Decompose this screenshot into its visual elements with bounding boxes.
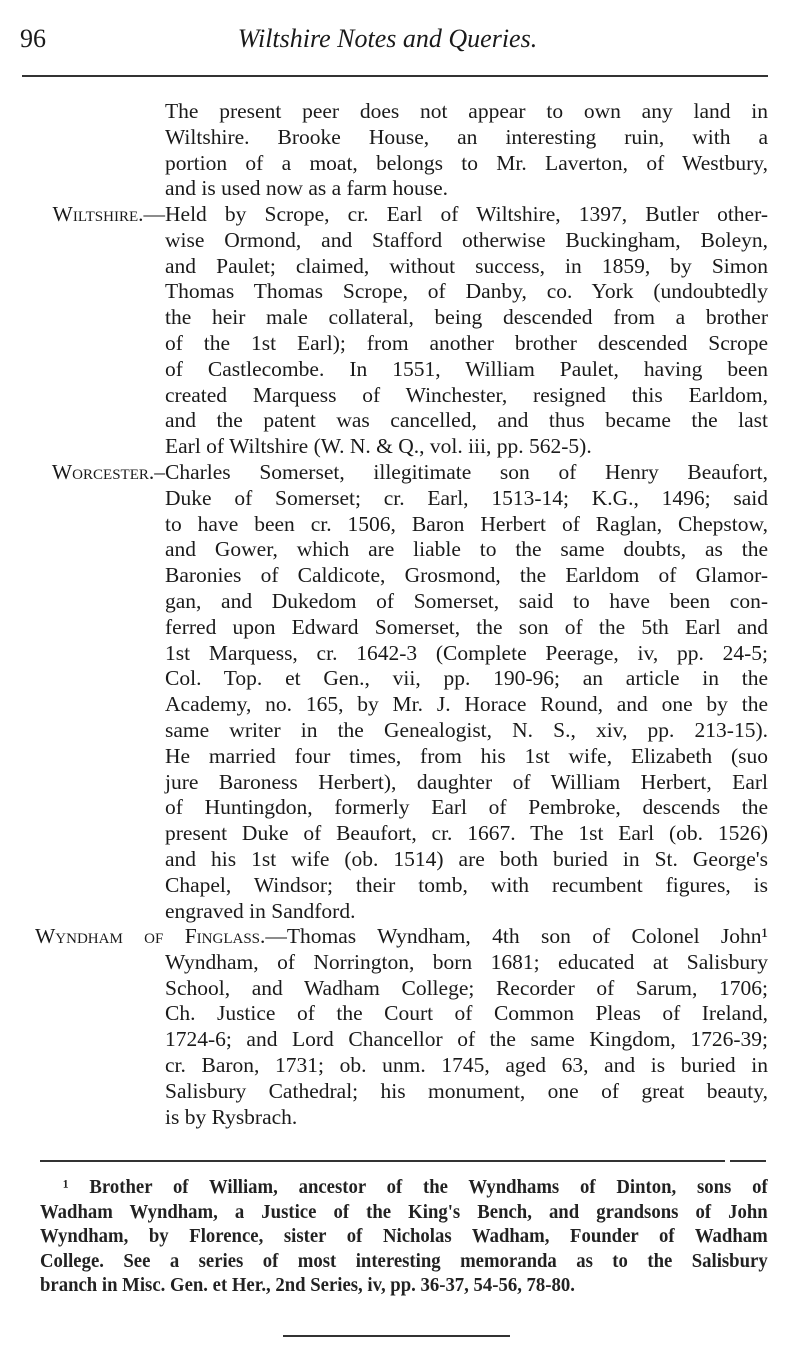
text-line: 1724-6; and Lord Chancellor of the same Kingdom, 1726-39; [165,1027,768,1052]
text-line [35,924,768,950]
text-line: of Huntingdon, formerly Earl of Pembroke, descends the [165,795,768,820]
text-line: to have been cr. 1506, Baron Herbert of Raglan, Chepstow, [165,511,768,536]
running-title: Wiltshire Notes and Queries. [237,24,538,53]
text-line: He married four times, from his 1st wife, Elizabeth (suo [165,743,768,768]
footnote-line: College. See a series of most interesting memoranda as to the Salisbury [40,1250,768,1272]
text-line: ferred upon Edward Somerset, the son of the 5th Earl and [165,614,768,639]
text-line: Academy, no. 165, by Mr. J. Horace Round, and one by the [165,692,768,717]
header-rule [22,75,768,77]
end-rule [283,1335,510,1337]
text-line: and is used now as a farm house. [165,176,449,201]
entry-wyndham [165,950,768,1131]
entry-text: Thomas Wyndham, 4th son of Colonel John¹ [286,924,768,948]
footnote-line: ¹ Brother of William, ancestor of the Wyndhams of Dinton, sons of [63,1177,768,1198]
text-line: jure Baroness Herbert), daughter of William Herbert, Earl [165,769,768,794]
text-line: Salisbury Cathedral; his monument, one of great beauty, [165,1078,768,1103]
text-line: Col. Top. et Gen., vii, pp. 190-96; an article in the [165,666,768,691]
footnote-rule [40,1160,725,1162]
text-line: created Marquess of Winchester, resigned this Earldom, [165,382,768,407]
text-line: Held by Scrope, cr. Earl of Wiltshire, 1397, Butler other- [165,202,768,226]
page-number: 96 [20,24,46,53]
text-line: is by Rysbrach. [165,1104,298,1129]
text-line: engraved in Sandford. [165,898,356,923]
footnote [40,1176,768,1299]
text-line: The present peer does not appear to own any land in [165,99,768,123]
text-line: Wiltshire. Brooke House, an interesting ruin, with a [165,124,768,149]
text-line: and Gower, which are liable to the same doubts, as the [165,537,768,562]
text-line: Thomas Thomas Scrope, of Danby, co. York (undoubtedly [165,279,768,304]
text-line: and the patent was cancelled, and thus became the last [165,408,768,433]
entry-heading: Wyndham of Finglass.— [35,924,287,948]
text-line: Earl of Wiltshire (W. N. & Q., vol. iii, pp. 562-5). [165,434,592,459]
footnote-line: Wyndham, by Florence, sister of Nicholas Wadham, Founder of Wadham [40,1226,768,1247]
text-line: wise Ormond, and Stafford otherwise Buckingham, Boleyn, [165,227,768,252]
text-line: cr. Baron, 1731; ob. unm. 1745, aged 63, and is buried in [165,1052,768,1077]
text-line: Ch. Justice of the Court of Common Pleas of Ireland, [165,1001,768,1026]
intro-paragraph [165,99,768,202]
text-line: the heir male collateral, being descended from a brother [165,305,768,330]
text-line: and Paulet; claimed, without success, in 1859, by Simon [165,253,768,278]
text-line: and his 1st wife (ob. 1514) are both buried in St. George's [165,846,768,871]
text-line: Charles Somerset, illegitimate son of Henry Beaufort, [165,460,768,484]
text-line: portion of a moat, belongs to Mr. Laverton, of Westbury, [165,150,768,175]
entry-worcester [51,460,768,924]
text-line: of the 1st Earl); from another brother descended Scrope [165,330,768,355]
text-line: Baronies of Caldicote, Grosmond, the Earldom of Glamor- [165,563,768,588]
text-line: Duke of Somerset; cr. Earl, 1513-14; K.G., 1496; said [165,485,768,510]
entry-wiltshire [52,202,768,460]
footnote-line: branch in Misc. Gen. et Her., 2nd Series, iv, pp. 36-37, 54-56, 78-80. [40,1275,575,1296]
entry-heading: Wiltshire.— [52,202,165,226]
entry-wyndham-first-line [35,924,768,950]
text-line: present Duke of Beaufort, cr. 1667. The 1st Earl (ob. 1526) [165,821,768,846]
text-line: same writer in the Genealogist, N. S., xiv, pp. 213-15). [165,717,768,742]
entry-heading: Worcester.– [51,460,165,484]
footnote-line: Wadham Wyndham, a Justice of the King's Bench, and grandsons of John [40,1201,768,1223]
text-line: Chapel, Windsor; their tomb, with recumbent figures, is [165,872,768,897]
text-line: gan, and Dukedom of Somerset, said to have been con- [165,588,768,613]
text-line: School, and Wadham College; Recorder of Sarum, 1706; [165,975,768,1000]
text-line: of Castlecombe. In 1551, William Paulet, having been [165,356,768,381]
text-line: Wyndham, of Norrington, born 1681; educated at Salisbury [165,949,768,974]
text-line: 1st Marquess, cr. 1642-3 (Complete Peerage, iv, pp. 24-5; [165,640,768,665]
footnote-rule-short [730,1160,766,1162]
